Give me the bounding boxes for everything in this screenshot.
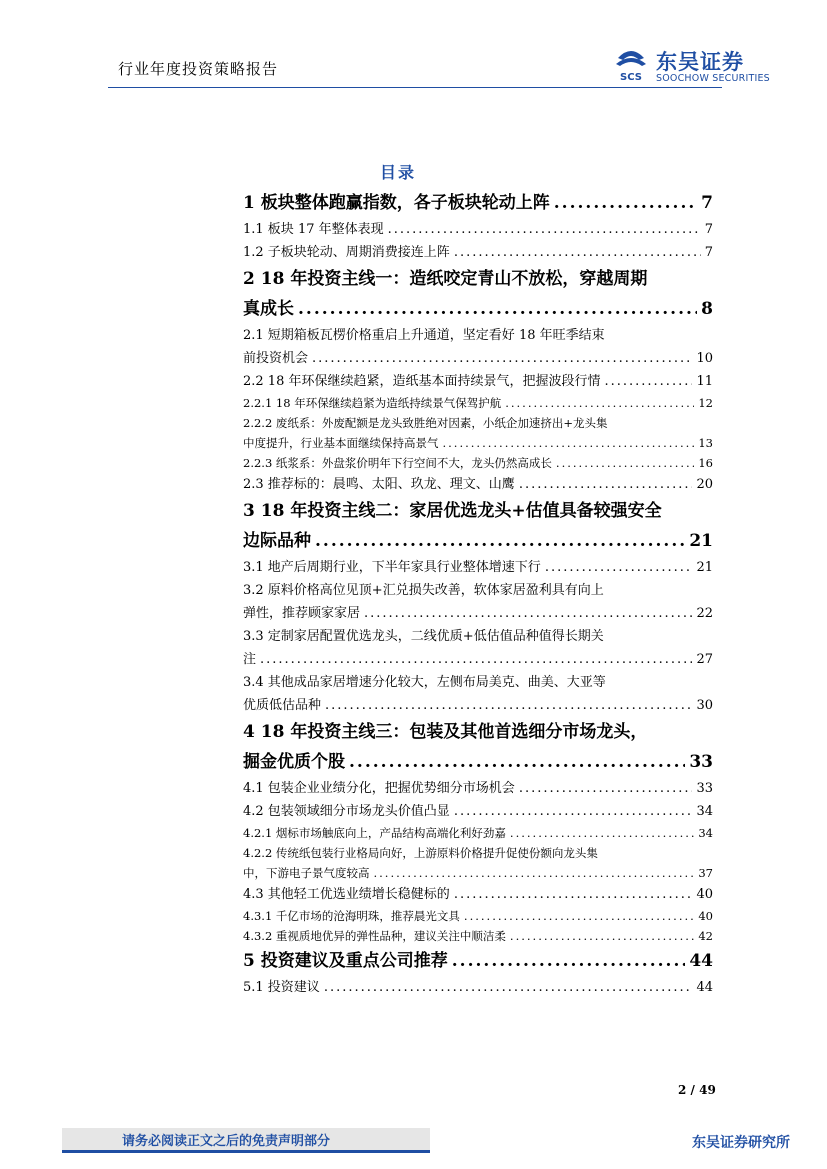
toc-leader-dots <box>312 347 692 370</box>
toc-entry-text: 3.2 原料价格高位见顶+汇兑损失改善，软体家居盈利具有向上 <box>243 583 604 598</box>
toc-leader-dots <box>554 188 697 218</box>
toc-leader-dots <box>315 526 685 556</box>
toc-page-number: 34 <box>698 826 713 840</box>
toc-entry[interactable] <box>243 976 713 999</box>
toc-leader-dots <box>519 473 693 496</box>
toc-entry-text: 中度提升，行业基本面继续保持高景气 <box>243 436 439 450</box>
toc-entry-text: 4 18 年投资主线三：包装及其他首选细分市场龙头， <box>243 722 648 742</box>
toc-entry-text: 5 投资建议及重点公司推荐 <box>243 951 448 971</box>
toc-entry[interactable] <box>243 393 713 413</box>
toc-leader-dots <box>604 370 692 393</box>
toc-leader-dots <box>454 241 701 264</box>
toc-entry[interactable] <box>243 671 713 717</box>
toc-entry[interactable] <box>243 777 713 800</box>
toc-leader-dots <box>464 906 694 926</box>
toc-entry-text: 注 <box>243 652 257 667</box>
toc-page-number: 21 <box>696 560 713 575</box>
toc-leader-dots <box>505 393 694 413</box>
table-of-contents <box>243 188 713 999</box>
toc-entry-text: 4.2 包装领域细分市场龙头价值凸显 <box>243 804 450 819</box>
toc-entry[interactable] <box>243 413 713 453</box>
toc-entry[interactable] <box>243 473 713 496</box>
toc-heading: 目录 <box>380 163 417 182</box>
toc-entry-text: 弹性，推荐顾家家居 <box>243 606 361 621</box>
toc-entry-text: 1.1 板块 17 年整体表现 <box>243 222 384 237</box>
logo-english-name: SOOCHOW SECURITIES <box>656 73 770 84</box>
toc-leader-dots <box>324 976 693 999</box>
toc-entry-text: 5.1 投资建议 <box>243 980 320 995</box>
toc-entry[interactable] <box>243 264 713 324</box>
toc-entry-text: 4.3.2 重视质地优异的弹性品种，建议关注中顺洁柔 <box>243 929 506 943</box>
toc-entry-text: 3.3 定制家居配置优选龙头，二线优质+低估值品种值得长期关 <box>243 629 604 644</box>
toc-entry[interactable] <box>243 906 713 926</box>
toc-page-number: 30 <box>696 698 713 713</box>
toc-leader-dots <box>452 946 686 976</box>
toc-page-number: 16 <box>698 456 713 470</box>
toc-leader-dots <box>510 823 694 843</box>
toc-leader-dots <box>298 294 697 324</box>
toc-entry[interactable] <box>243 324 713 370</box>
toc-entry[interactable] <box>243 926 713 946</box>
toc-leader-dots <box>443 433 695 453</box>
scs-logo-icon <box>612 48 650 84</box>
toc-leader-dots <box>349 747 685 777</box>
toc-entry-text: 2.2 18 年环保继续趋紧，造纸基本面持续景气，把握波段行情 <box>243 374 601 389</box>
toc-page-number: 12 <box>698 396 713 410</box>
toc-entry-text: 3.4 其他成品家居增速分化较大，左侧布局美克、曲美、大亚等 <box>243 675 606 690</box>
toc-page-number: 33 <box>689 752 713 772</box>
toc-page-number: 42 <box>698 929 713 943</box>
footer-organization: 东吴证券研究所 <box>692 1135 790 1151</box>
toc-page-number: 11 <box>696 374 713 389</box>
toc-entry[interactable] <box>243 579 713 625</box>
toc-entry-text: 1 板块整体跑赢指数，各子板块轮动上阵 <box>243 193 550 213</box>
toc-leader-dots <box>519 777 693 800</box>
toc-entry-text: 4.3.1 千亿市场的沧海明珠，推荐晨光文具 <box>243 909 460 923</box>
toc-entry[interactable] <box>243 843 713 883</box>
toc-page-number: 21 <box>689 531 713 551</box>
toc-leader-dots <box>260 648 692 671</box>
toc-page-number: 20 <box>696 477 713 492</box>
toc-entry-text: 4.1 包装企业业绩分化，把握优势细分市场机会 <box>243 781 515 796</box>
toc-entry-text: 边际品种 <box>243 531 311 551</box>
toc-entry[interactable] <box>243 453 713 473</box>
logo-chinese-name: 东吴证券 <box>656 50 744 74</box>
toc-leader-dots <box>510 926 694 946</box>
toc-entry-text: 掘金优质个股 <box>243 752 345 772</box>
toc-entry[interactable] <box>243 946 713 976</box>
toc-leader-dots <box>556 453 694 473</box>
toc-entry[interactable] <box>243 218 713 241</box>
toc-page-number: 44 <box>689 951 713 971</box>
toc-page-number: 37 <box>698 866 713 880</box>
toc-leader-dots <box>374 863 695 883</box>
svg-text:SCS: SCS <box>620 72 642 83</box>
toc-entry-text: 2.1 短期箱板瓦楞价格重启上升通道，坚定看好 18 年旺季结束 <box>243 328 605 343</box>
toc-leader-dots <box>454 800 693 823</box>
toc-entry-text: 真成长 <box>243 299 294 319</box>
toc-entry-text: 2 18 年投资主线一：造纸咬定青山不放松，穿越周期 <box>243 269 648 289</box>
toc-entry-text: 1.2 子板块轮动、周期消费接连上阵 <box>243 245 450 260</box>
toc-entry-text: 4.2.1 烟标市场触底向上，产品结构高端化利好劲嘉 <box>243 826 506 840</box>
toc-entry[interactable] <box>243 188 713 218</box>
toc-page-number: 27 <box>696 652 713 667</box>
toc-page-number: 8 <box>701 299 713 319</box>
toc-page-number: 7 <box>704 245 713 260</box>
toc-entry-text: 优质低估品种 <box>243 698 322 713</box>
toc-leader-dots <box>454 883 693 906</box>
toc-entry[interactable] <box>243 717 713 777</box>
toc-entry-text: 2.2.2 废纸系：外废配额是龙头致胜绝对因素，小纸企加速挤出+龙头集 <box>243 416 608 430</box>
toc-page-number: 13 <box>698 436 713 450</box>
toc-page-number: 22 <box>696 606 713 621</box>
toc-entry-text: 2.2.3 纸浆系：外盘浆价明年下行空间不大，龙头仍然高成长 <box>243 456 552 470</box>
toc-page-number: 44 <box>696 980 713 995</box>
footer-disclaimer: 请务必阅读正文之后的免责声明部分 <box>122 1134 331 1149</box>
toc-page-number: 7 <box>701 193 713 213</box>
page-number: 2 / 49 <box>678 1083 716 1097</box>
toc-page-number: 33 <box>696 781 713 796</box>
toc-entry[interactable] <box>243 823 713 843</box>
toc-page-number: 10 <box>696 351 713 366</box>
company-logo <box>612 46 782 88</box>
toc-entry-text: 4.3 其他轻工优选业绩增长稳健标的 <box>243 887 450 902</box>
toc-entry[interactable] <box>243 370 713 393</box>
toc-entry-text: 中，下游电子景气度较高 <box>243 866 370 880</box>
toc-entry-text: 4.2.2 传统纸包装行业格局向好，上游原料价格提升促使份额向龙头集 <box>243 846 598 860</box>
toc-entry-text: 3.1 地产后周期行业，下半年家具行业整体增速下行 <box>243 560 541 575</box>
toc-leader-dots <box>364 602 692 625</box>
toc-entry[interactable] <box>243 241 713 264</box>
toc-entry-text: 3 18 年投资主线二：家居优选龙头+估值具备较强安全 <box>243 501 662 521</box>
toc-leader-dots <box>325 694 692 717</box>
toc-entry[interactable] <box>243 625 713 671</box>
toc-entry-text: 2.2.1 18 年环保继续趋紧为造纸持续景气保驾护航 <box>243 396 502 410</box>
toc-leader-dots <box>545 556 693 579</box>
toc-entry-text: 前投资机会 <box>243 351 309 366</box>
footer-band-rule <box>62 1150 430 1153</box>
toc-page-number: 40 <box>696 887 713 902</box>
toc-page-number: 40 <box>698 909 713 923</box>
toc-page-number: 34 <box>696 804 713 819</box>
toc-entry[interactable] <box>243 556 713 579</box>
toc-page-number: 7 <box>704 222 713 237</box>
toc-entry[interactable] <box>243 800 713 823</box>
toc-entry[interactable] <box>243 883 713 906</box>
toc-leader-dots <box>388 218 701 241</box>
toc-entry-text: 2.3 推荐标的：晨鸣、太阳、玖龙、理文、山鹰 <box>243 477 515 492</box>
header-divider <box>108 87 722 88</box>
toc-entry[interactable] <box>243 496 713 556</box>
report-type-title: 行业年度投资策略报告 <box>118 60 279 78</box>
